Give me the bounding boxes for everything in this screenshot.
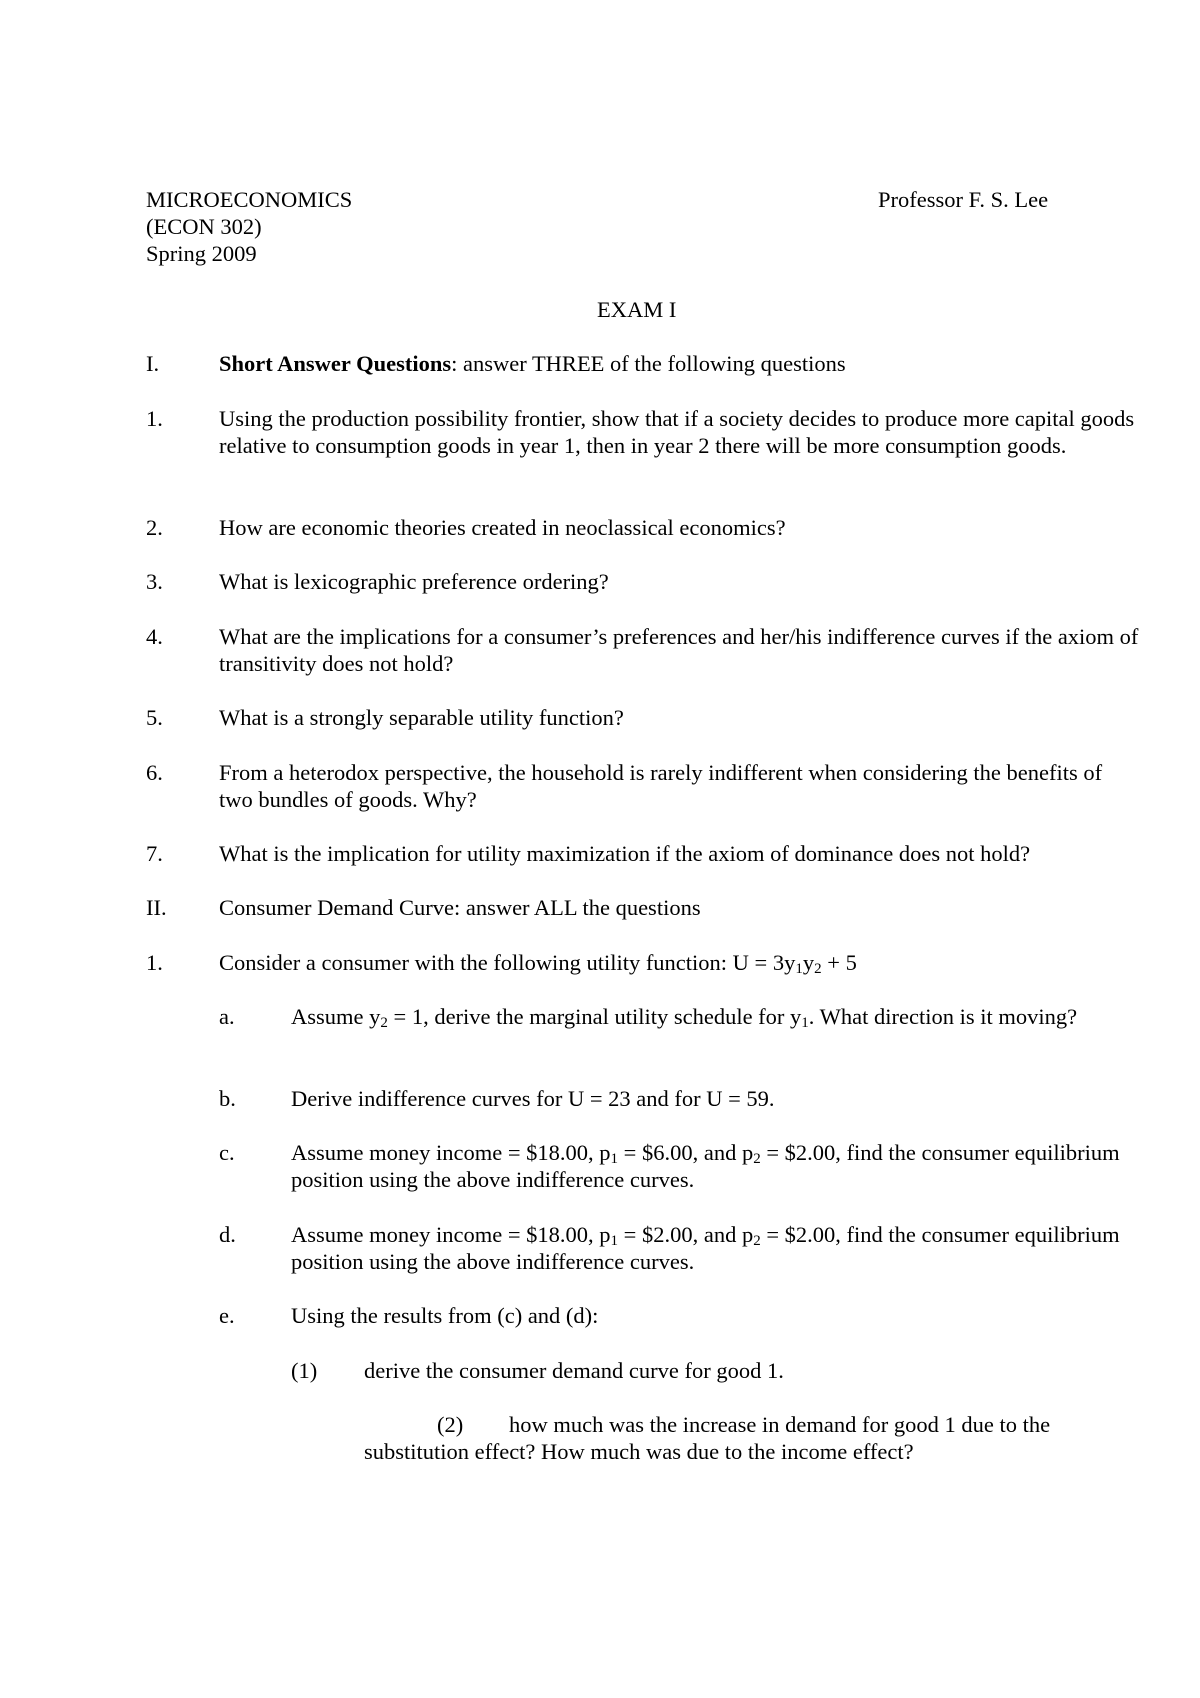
part-label: d.: [219, 1222, 236, 1247]
question-number: 1.: [146, 950, 163, 975]
exam-title: EXAM I: [597, 297, 677, 322]
subpart-text-line-1: how much was the increase in demand for good 1 due to the: [509, 1412, 1051, 1437]
question-text: What is lexicographic preference ordering?: [219, 569, 609, 594]
question-text: What is the implication for utility maximization if the axiom of dominance does not hold?: [219, 841, 1031, 866]
question-number: 6.: [146, 760, 163, 785]
part-label: c.: [219, 1140, 235, 1165]
question-text: From a heterodox perspective, the household is rarely indifferent when considering the benefits of two bundles of goods. Why?: [219, 760, 1103, 812]
course-term: Spring 2009: [146, 241, 257, 266]
part-label: b.: [219, 1086, 236, 1111]
question-text: What are the implications for a consumer’s preferences and her/his indifference curves if the axiom of transitivity does not hold?: [219, 624, 1139, 676]
section-1-instruction: : answer THREE of the following questions: [451, 351, 846, 376]
section-1-heading: Short Answer Questions: [219, 351, 452, 376]
question-number: 4.: [146, 624, 163, 649]
professor-name: Professor F. S. Lee: [878, 187, 1049, 212]
question-text: Using the production possibility frontier, show that if a society decides to produce more capital goods relative to consumption goods in year 1, then in year 2 there will be more consumption goods.: [219, 406, 1135, 458]
part-text: Assume $y_2 = 1$, derive the marginal utility schedule for $y_1$. What direction is it moving?: [291, 1004, 1078, 1031]
section-1-heading-line: [219, 350, 1139, 377]
part-text: Derive indifference curves for U = 23 and for U = 59.: [291, 1086, 775, 1111]
utility-question: Consider a consumer with the following utility function: $U = 3y_1y_2 + 5$: [219, 950, 857, 977]
subpart-text: derive the consumer demand curve for good 1.: [364, 1358, 784, 1383]
part-label: e.: [219, 1303, 235, 1328]
part-label: a.: [219, 1004, 235, 1029]
subpart-text-line-2: substitution effect? How much was due to the income effect?: [364, 1439, 914, 1464]
question-number: 1.: [146, 406, 163, 431]
section-2-heading: Consumer Demand Curve: answer ALL the questions: [219, 895, 701, 920]
question-number: 2.: [146, 515, 163, 540]
subpart-number: (2): [437, 1412, 464, 1437]
question-number: 7.: [146, 841, 163, 866]
part-text: Using the results from (c) and (d):: [291, 1303, 599, 1328]
question-number: 5.: [146, 705, 163, 730]
section-2-numeral: II.: [146, 895, 167, 920]
section-1-numeral: I.: [146, 351, 160, 376]
subpart-number: (1): [291, 1358, 318, 1383]
course-code: (ECON 302): [146, 214, 262, 239]
question-text: What is a strongly separable utility function?: [219, 705, 624, 730]
question-number: 3.: [146, 569, 163, 594]
part-text: Assume money income = $18.00, $p_1$ = $2.00, and $p_2$ = $2.00, find the consumer equilibrium position using the above indifference curves.: [291, 1222, 1120, 1274]
question-text: How are economic theories created in neoclassical economics?: [219, 515, 786, 540]
course-title: MICROECONOMICS: [146, 187, 353, 212]
part-text: Assume money income = $18.00, $p_1$ = $6.00, and $p_2$ = $2.00, find the consumer equilibrium position using the above indifference curves.: [291, 1140, 1120, 1192]
